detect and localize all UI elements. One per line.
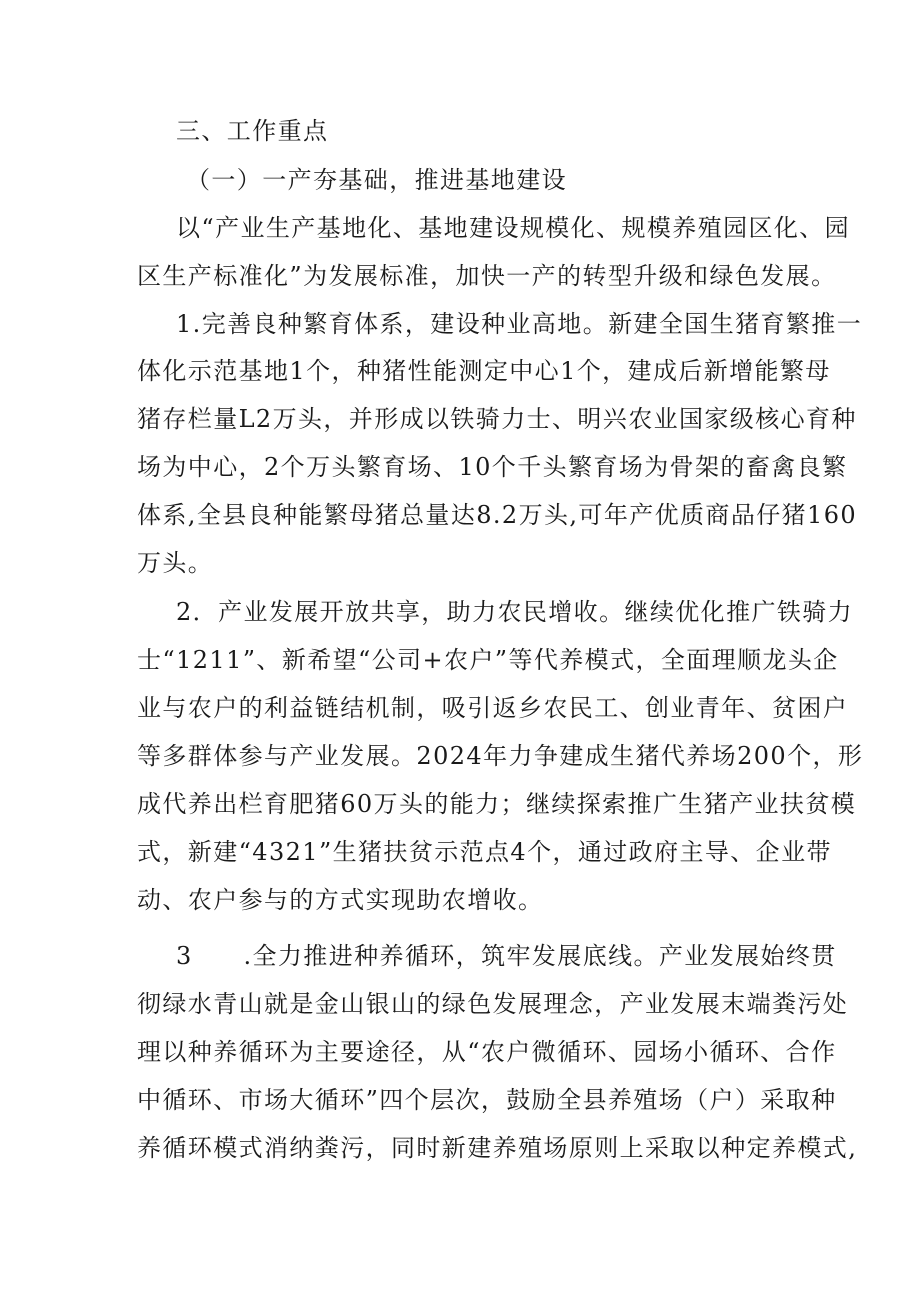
paragraph-line: 2．产业发展开放共享，助力农民增收。继续优化推广铁骑力 — [176, 598, 854, 626]
paragraph-line: 1.完善良种繁育体系，建设种业高地。新建全国生猪育繁推一 — [176, 310, 863, 338]
paragraph-line: 猪存栏量L2万头，并形成以铁骑力士、明兴农业国家级核心育种 — [137, 405, 857, 433]
section-heading: 三、工作重点 — [176, 117, 329, 145]
paragraph-line: 以“产业生产基地化、基地建设规模化、规模养殖园区化、园 — [176, 214, 851, 242]
paragraph-line: 场为中心，2个万头繁育场、10个千头繁育场为骨架的畜禽良繁 — [137, 453, 848, 481]
paragraph-line: 万头。 — [137, 549, 214, 577]
paragraph-line: 式，新建“4321”生猪扶贫示范点4个，通过政府主导、企业带 — [137, 838, 832, 866]
paragraph-line: 体系,全县良种能繁母猪总量达8.2万头,可年产优质商品仔猪160 — [137, 501, 858, 529]
paragraph-line: 养循环模式消纳粪污，同时新建养殖场原则上采取以种定养模式, — [137, 1134, 858, 1162]
paragraph-line: 理以种养循环为主要途径，从“农户微循环、园场小循环、合作 — [137, 1038, 837, 1066]
subsection-heading: （一）一产夯基础，推进基地建设 — [186, 166, 567, 194]
paragraph-line: 士“1211”、新希望“公司+农户”等代养模式，全面理顺龙头企 — [137, 646, 839, 674]
paragraph-line: 体化示范基地1个，种猪性能测定中心1个，建成后新增能繁母 — [137, 357, 831, 385]
paragraph-line: 等多群体参与产业发展。2024年力争建成生猪代养场200个，形 — [137, 742, 864, 770]
paragraph-line: 成代养出栏育肥猪60万头的能力；继续探索推广生猪产业扶贫模 — [137, 790, 857, 818]
paragraph-line: 彻绿水青山就是金山银山的绿色发展理念，产业发展末端粪污处 — [137, 990, 849, 1018]
paragraph-line: 3 .全力推进种养循环，筑牢发展底线。产业发展始终贯 — [176, 942, 837, 970]
paragraph-line: 动、农户参与的方式实现助农增收。 — [137, 886, 544, 914]
paragraph-line: 业与农户的利益链结机制，吸引返乡农民工、创业青年、贫困户 — [137, 694, 849, 722]
paragraph-line: 区生产标准化”为发展标准，加快一产的转型升级和绿色发展。 — [137, 262, 837, 290]
paragraph-line: 中循环、市场大循环”四个层次，鼓励全县养殖场（户）采取种 — [137, 1086, 837, 1114]
